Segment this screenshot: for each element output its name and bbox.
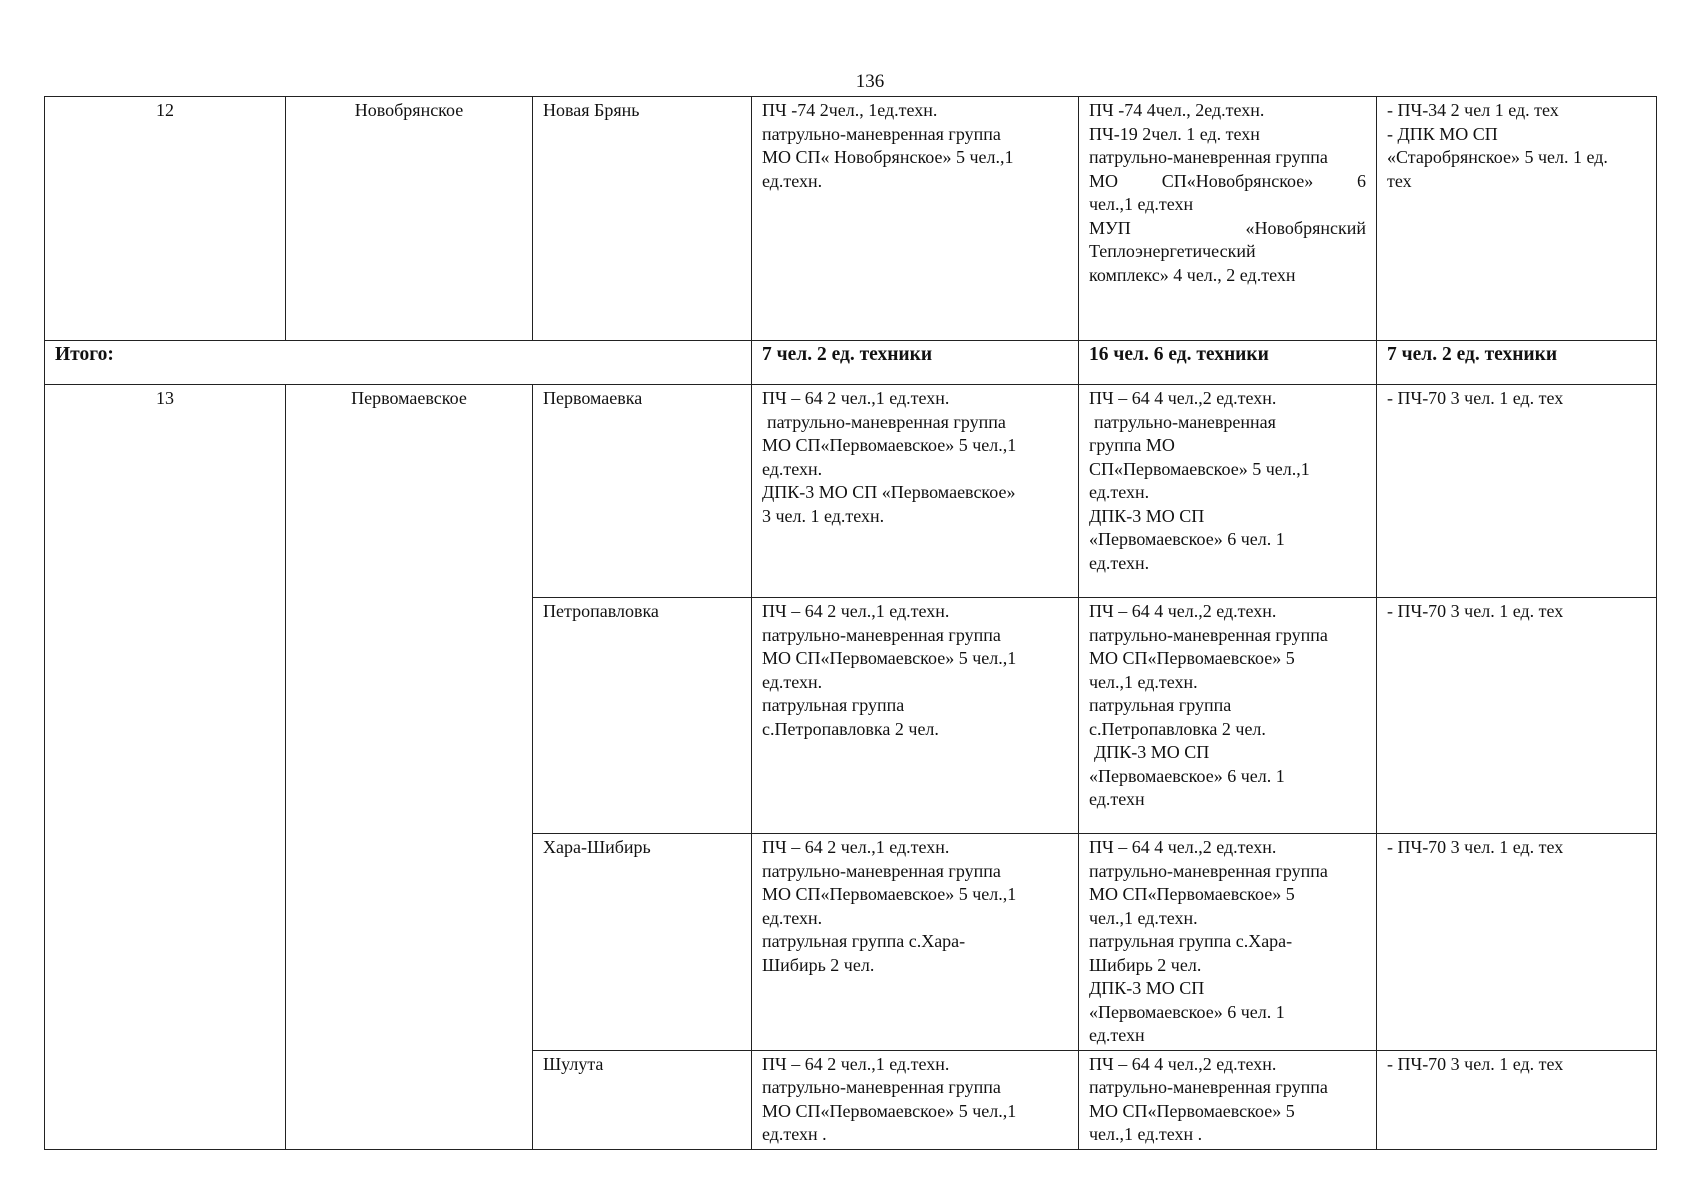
text-line: патрульно-маневренная группа [762,624,1001,645]
text-line: ПЧ -74 4чел., 2ед.техн. [1089,100,1265,120]
text-line: - ПЧ-70 3 чел. 1 ед. тех [1387,1053,1564,1074]
text-line: патрульно-маневренная группа [1089,860,1328,881]
text-line: патрульно-маневренная группа [1089,147,1328,167]
text-line: ДПК-3 МО СП [1089,505,1205,526]
forces-col1 [752,598,1079,834]
text-line: СП«Первомаевское» 5 чел.,1 [1089,458,1310,479]
settlement-name: Новобрянское [286,97,533,341]
row-number: 13 [45,385,286,1150]
text-line: патрульная группа [762,695,905,715]
forces-col1 [752,834,1079,1051]
text-line: МО СП«Новобрянское» 6 [1089,170,1366,191]
text-line: Теплоэнергетический [1089,241,1256,261]
text-line: патрульная группа [1089,695,1232,715]
forces-col2 [1079,834,1377,1051]
text-line: патрульная группа с.Хара- [762,931,966,951]
text-line: чел.,1 ед.техн. [1089,907,1198,928]
text-line: ДПК-3 МО СП [1089,978,1205,998]
text-line: патрульно-маневренная группа [762,123,1001,144]
forces-col3 [1377,97,1657,341]
text-line: ПЧ – 64 2 чел.,1 ед.техн. [762,1053,950,1074]
text-line: патрульно-маневренная [1094,411,1276,432]
text-line: ед.техн. [762,671,823,692]
text-line: патрульно-маневренная группа [762,860,1001,881]
text-line: - ПЧ-70 3 чел. 1 ед. тех [1387,388,1564,408]
text-line: тех [1387,170,1412,191]
text-line: ед.техн. [1089,552,1150,573]
text-line: «Первомаевское» 6 чел. 1 [1089,765,1285,786]
forces-col3 [1377,834,1657,1051]
forces-col3 [1377,385,1657,598]
text-line: патрульно-маневренная группа [762,1077,1001,1097]
total-col3: 7 чел. 2 ед. техники [1377,341,1657,385]
text-line: комплекс» 4 чел., 2 ед.техн [1089,264,1296,285]
text-line: с.Петропавловка 2 чел. [1089,718,1266,739]
text-line: МО СП«Первомаевское» 5 чел.,1 [762,1100,1017,1121]
forces-col1 [752,1050,1079,1149]
text-line: МО СП«Первомаевское» 5 [1089,884,1295,904]
forces-col2 [1079,598,1377,834]
page-number: 136 [855,71,885,92]
text-line: чел.,1 ед.техн . [1089,1124,1203,1144]
forces-col1 [752,385,1079,598]
text-line: ПЧ – 64 4 чел.,2 ед.техн. [1089,388,1277,408]
forces-table [44,96,1657,1150]
locality-name: Хара-Шибирь [533,834,752,1051]
text-line: ед.техн. [1089,482,1150,502]
text-line: Шибирь 2 чел. [1089,954,1202,975]
total-col1: 7 чел. 2 ед. техники [752,341,1079,385]
text-line: ед.техн [1089,1025,1145,1045]
forces-col2 [1079,97,1377,341]
text-line: патрульно-маневренная группа [1089,624,1328,645]
text-line: МУП «Новобрянский [1089,217,1366,238]
text-line: МО СП« Новобрянское» 5 чел.,1 [762,147,1014,167]
text-line: чел.,1 ед.техн. [1089,671,1198,692]
text-line: Шибирь 2 чел. [762,954,875,975]
text-line: 3 чел. 1 ед.техн. [762,505,885,526]
text-line: ПЧ -74 2чел., 1ед.техн. [762,100,938,120]
text-line: «Первомаевское» 6 чел. 1 [1089,529,1285,549]
forces-col2 [1079,1050,1377,1149]
text-line: ПЧ-19 2чел. 1 ед. техн [1089,123,1260,144]
table-row [45,385,1657,598]
text-line: ед.техн. [762,458,823,479]
locality-name: Шулута [533,1050,752,1149]
text-line: ДПК-3 МО СП [1094,742,1210,762]
total-col2: 16 чел. 6 ед. техники [1079,341,1377,385]
text-line: «Первомаевское» 6 чел. 1 [1089,1001,1285,1022]
locality-name: Первомаевка [533,385,752,598]
settlement-name: Первомаевское [286,385,533,1150]
text-line: - ДПК МО СП [1387,123,1498,144]
text-line: МО СП«Первомаевское» 5 [1089,648,1295,668]
text-line: ед.техн. [762,907,823,928]
locality-name: Новая Брянь [533,97,752,341]
text-line: МО СП«Первомаевское» 5 чел.,1 [762,884,1017,904]
text-line: МО СП«Первомаевское» 5 чел.,1 [762,435,1017,455]
locality-name: Петропавловка [533,598,752,834]
total-row [45,341,1657,385]
text-line: ПЧ – 64 4 чел.,2 ед.техн. [1089,837,1277,857]
text-line: ПЧ – 64 2 чел.,1 ед.техн. [762,837,950,857]
text-line: с.Петропавловка 2 чел. [762,718,939,739]
text-line: «Старобрянское» 5 чел. 1 ед. [1387,147,1608,167]
text-line: патрульно-маневренная группа [1089,1077,1328,1097]
text-line: МО СП«Первомаевское» 5 [1089,1100,1295,1121]
text-line: - ПЧ-70 3 чел. 1 ед. тех [1387,837,1564,857]
forces-col2 [1079,385,1377,598]
text-line: ед.техн [1089,789,1145,809]
forces-col3 [1377,598,1657,834]
text-line: патрульно-маневренная группа [767,411,1006,432]
text-line: ПЧ – 64 4 чел.,2 ед.техн. [1089,1053,1277,1074]
text-line: группа МО [1089,435,1175,455]
forces-col1 [752,97,1079,341]
text-line: патрульная группа с.Хара- [1089,931,1293,951]
total-label: Итого: [45,341,752,385]
table-row [45,97,1657,341]
text-line: ПЧ – 64 4 чел.,2 ед.техн. [1089,601,1277,621]
text-line: - ПЧ-34 2 чел 1 ед. тех [1387,100,1559,120]
text-line: чел.,1 ед.техн [1089,194,1194,214]
text-line: - ПЧ-70 3 чел. 1 ед. тех [1387,601,1564,621]
forces-col3 [1377,1050,1657,1149]
text-line: ед.техн . [762,1124,827,1144]
row-number: 12 [45,97,286,341]
text-line: МО СП«Первомаевское» 5 чел.,1 [762,648,1017,668]
text-line: ПЧ – 64 2 чел.,1 ед.техн. [762,388,950,408]
text-line: ПЧ – 64 2 чел.,1 ед.техн. [762,601,950,621]
text-line: ед.техн. [762,170,823,191]
text-line: ДПК-3 МО СП «Первомаевское» [762,482,1016,502]
